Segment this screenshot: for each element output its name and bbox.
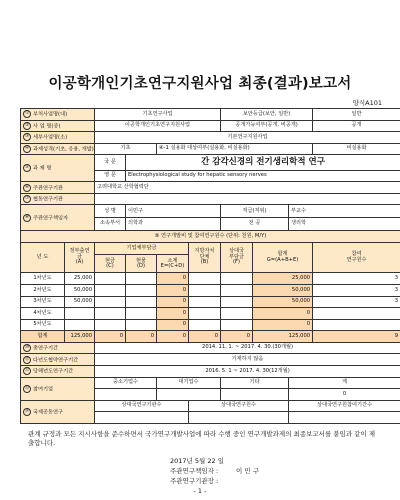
col-year: 년 도: [21, 242, 65, 273]
label-project-title: ⑤ 과 제 명: [21, 155, 95, 182]
partner-cell: [221, 285, 253, 297]
gov-cell: 25,000: [65, 273, 95, 285]
total-cell: 0: [253, 319, 313, 331]
large-firm-value: [157, 389, 221, 401]
col-cash: 현금 (C): [95, 255, 126, 273]
sum-local: 0: [189, 331, 221, 343]
gov-cell: [65, 319, 95, 331]
label-dept-program: ① 부처사업명(대): [21, 109, 95, 121]
year-cell: 4차년도: [21, 308, 65, 320]
local-cell: [189, 273, 221, 285]
english-title-label: 영 문: [95, 170, 126, 182]
commercialization-label: ④-1 실용화 대상여부(실용화, 비실용화): [157, 143, 313, 155]
signer-name: 이 민 구: [236, 467, 259, 475]
year-cell: 2차년도: [21, 285, 65, 297]
local-cell: [189, 308, 221, 320]
partner-cell: [221, 273, 253, 285]
other-firm-label: 기타: [221, 377, 289, 389]
col-researchers: 참여 연구원수: [313, 242, 400, 273]
sme-count-value: [95, 389, 157, 401]
report-form-table: [20, 108, 400, 424]
local-cell: [189, 285, 221, 297]
report-title: 이공학개인기초연구지원사업 최종(결과)보고서: [48, 76, 352, 92]
disclosure-label: 공개가능여부(공개, 비공개): [221, 120, 313, 132]
cash-cell: [95, 285, 126, 297]
funding-row: [21, 296, 400, 308]
year-cell: 1차년도: [21, 273, 65, 285]
sum-partner: 0: [221, 331, 253, 343]
label-lead-institution: ⑥ 주관연구기관: [21, 182, 95, 194]
firm-total-label: 계: [289, 377, 400, 389]
gov-cell: 50,000: [65, 296, 95, 308]
year-cell: 3차년도: [21, 296, 65, 308]
subtotal-cell: 0: [157, 285, 189, 297]
major-label: 전 공: [221, 218, 289, 231]
cash-cell: [95, 319, 126, 331]
sub-program-value: 기본연구지원사업: [95, 132, 400, 144]
in-kind-cell: [126, 308, 157, 320]
researchers-cell: [313, 319, 400, 331]
local-cell: [189, 296, 221, 308]
total-cell: 50,000: [253, 296, 313, 308]
col-local-government: 지방자치 단체 (B): [189, 242, 221, 273]
project-type-value: 기초: [95, 143, 157, 155]
partner-researchers-value: [189, 412, 289, 424]
label-coop-institution: ⑦ 협동연구기관: [21, 193, 95, 205]
researchers-cell: 3: [313, 285, 400, 297]
subtotal-cell: 0: [157, 319, 189, 331]
subtotal-cell: 0: [157, 308, 189, 320]
partner-cell: [221, 319, 253, 331]
label-project-type: ④ 과제성격(기초, 응용, 개발): [21, 143, 95, 155]
partner-duration-label: 상대국연구원참여기간수: [289, 400, 400, 412]
col-government: 정부출연금 (A): [65, 242, 95, 273]
name-value: 이민구: [126, 205, 221, 218]
korean-title-value: 간 감각신경의 전기생리학적 연구: [126, 155, 400, 170]
cash-cell: [95, 296, 126, 308]
partner-researchers-label: 상대국연구원수: [189, 400, 289, 412]
total-cell: 0: [253, 308, 313, 320]
total-cell: 50,000: [253, 285, 313, 297]
page-number: - 1 -: [193, 487, 207, 495]
coop-institution-value: [95, 193, 400, 205]
col-corporate-group: 기업체부담금: [95, 242, 189, 255]
sme-count-label: 중소기업수: [95, 377, 157, 389]
dept-label: 소속부서: [95, 218, 126, 231]
sum-label: 합계: [21, 331, 65, 343]
label-principal-investigator: ⑧ 주관연구책임자: [21, 205, 95, 231]
funding-header: ⑨ 연구개발비 및 참여연구원수 (단위: 천원, M/Y): [21, 231, 400, 243]
total-period-value: 2014. 11. 1. ~ 2017. 4. 30.(30개월): [95, 342, 400, 354]
funding-row: [21, 308, 400, 320]
name-label: 성 명: [95, 205, 126, 218]
korean-title-label: 국 문: [95, 155, 126, 170]
sum-gov: 125,000: [65, 331, 95, 343]
col-subtotal: 소계 E=(C+D): [157, 255, 189, 273]
gov-cell: 50,000: [65, 285, 95, 297]
dept-value: 의학과: [126, 218, 221, 231]
col-in-kind: 현물 (D): [126, 255, 157, 273]
partner-cell: [221, 296, 253, 308]
funding-row: [21, 273, 400, 285]
total-cell: 25,000: [253, 273, 313, 285]
major-value: 생리학: [289, 218, 400, 231]
dept-program-value: 기초연구사업: [95, 109, 221, 121]
partner-duration-value: [289, 412, 400, 424]
subtotal-cell: 0: [157, 296, 189, 308]
program-name-value: 이공학개인기초연구지원사업: [95, 120, 221, 132]
signer-role: 주관연구책임자 :: [170, 467, 219, 475]
commercialization-value: 비실용화: [313, 143, 400, 155]
subtotal-cell: 0: [157, 273, 189, 285]
cash-cell: [95, 308, 126, 320]
lead-institution-value: 고려대학교 산학협력단: [95, 182, 400, 194]
funding-sum-row: [21, 331, 400, 343]
submission-date: 2017년 5월 22 일: [170, 457, 224, 465]
funding-row: [21, 319, 400, 331]
firm-total-value: 0: [289, 389, 400, 401]
label-participating-firms: ⑬ 참여기업: [21, 377, 95, 400]
submission-statement: 관계 규정과 모든 지시사항을 준수하면서 국가연구개발사업에 따라 수행 중인 연구개발과제의 최종보고서를 붙임과 같이 제출합니다.: [28, 430, 376, 447]
researchers-cell: 3: [313, 273, 400, 285]
disclosure-value: 공개: [313, 120, 400, 132]
label-sub-program: ③ 세부사업명(소): [21, 132, 95, 144]
current-period-value: 2016. 5. 1 ~ 2017. 4. 30(12개월): [95, 365, 400, 377]
label-multiyear-period: ⑪ 다년도협약연구기간: [21, 354, 95, 366]
label-total-period: ⑩ 총연구기간: [21, 342, 95, 354]
partner-institutions-value: [95, 412, 189, 424]
other-firm-value: [221, 389, 289, 401]
year-cell: 5차년도: [21, 319, 65, 331]
in-kind-cell: [126, 296, 157, 308]
label-intl-joint-research: ⑭ 국제공동연구: [21, 400, 95, 423]
local-cell: [189, 319, 221, 331]
col-total: 합계 G=(A+B+E): [253, 242, 313, 273]
researchers-cell: [313, 308, 400, 320]
sum-cash: 0: [95, 331, 126, 343]
col-partner-share: 상대국 부담금 (F): [221, 242, 253, 273]
gov-cell: [65, 308, 95, 320]
cash-cell: [95, 273, 126, 285]
form-code: 양식A101: [352, 99, 382, 107]
partner-institutions-label: 상대국연구기관수: [95, 400, 189, 412]
security-level-value: 일반: [313, 109, 400, 121]
label-current-period: ⑫ 당해년도연구기간: [21, 365, 95, 377]
in-kind-cell: [126, 319, 157, 331]
sum-in-kind: 0: [126, 331, 157, 343]
institution-head: 주관연구기관장 :: [170, 477, 219, 485]
in-kind-cell: [126, 273, 157, 285]
large-firm-label: 대기업수: [157, 377, 221, 389]
partner-cell: [221, 308, 253, 320]
sum-total: 125,000: [253, 331, 313, 343]
position-label: 직급(직위): [221, 205, 289, 218]
sum-researchers: 9: [313, 331, 400, 343]
researchers-cell: 3: [313, 296, 400, 308]
english-title-value: Electrophysiological study for hepatic sensory nerves: [126, 170, 400, 182]
label-program-name: ② 사 업 명(중): [21, 120, 95, 132]
funding-row: [21, 285, 400, 297]
position-value: 부교수: [289, 205, 400, 218]
in-kind-cell: [126, 285, 157, 297]
multiyear-period-value: 기재하지 않음: [95, 354, 400, 366]
security-level-label: 보안등급(보안, 일반): [221, 109, 313, 121]
sum-subtotal: 0: [157, 331, 189, 343]
